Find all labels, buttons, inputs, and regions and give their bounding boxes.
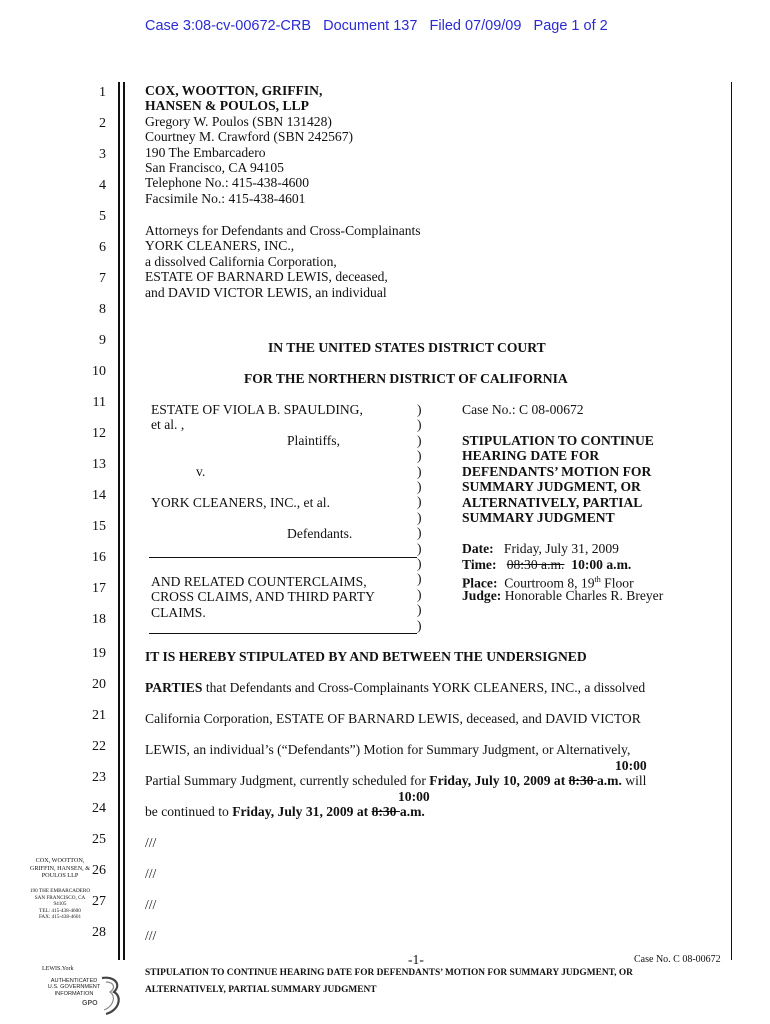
related-claims xyxy=(151,574,375,620)
sidebar-address-line: 190 THE EMBARCADERO xyxy=(29,888,91,894)
footer-title-line1: STIPULATION TO CONTINUE HEARING DATE FOR DEFENDANTS’ MOTION FOR SUMMARY JUDGMENT, OR xyxy=(145,968,633,978)
line20-rest: that Defendants and Cross-Complainants YORK CLEANERS, INC., a dissolved xyxy=(202,680,646,695)
paren: ) xyxy=(417,494,422,510)
time-value: 10:00 a.m. xyxy=(571,557,632,572)
line-number: 22 xyxy=(92,739,106,754)
gpo-line: U.S. GOVERNMENT xyxy=(47,984,101,991)
gpo-line: INFORMATION xyxy=(54,990,94,997)
sidebar-address-line: 94105 xyxy=(53,901,67,908)
gpo-line: AUTHENTICATED xyxy=(50,978,98,984)
line-number: 24 xyxy=(92,801,106,816)
time-label: Time: xyxy=(462,557,497,572)
paren: ) xyxy=(417,417,422,433)
attorneys-for-line: ESTATE OF BARNARD LEWIS, deceased, xyxy=(145,269,388,285)
related-line: AND RELATED COUNTERCLAIMS, xyxy=(151,574,367,589)
line-number: 11 xyxy=(92,395,106,410)
body-line-22: LEWIS, an individual’s (“Defendants”) Motion for Summary Judgment, or Alternatively, xyxy=(145,742,631,757)
footer-title-line2: ALTERNATIVELY, PARTIAL SUMMARY JUDGMENT xyxy=(145,985,377,995)
firm-name-line1: COX, WOOTTON, GRIFFIN, xyxy=(145,83,323,98)
place-suffix: Floor xyxy=(600,575,634,591)
date-value: Friday, July 31, 2009 xyxy=(503,541,619,556)
attorneys-for-line: Attorneys for Defendants and Cross-Complainants xyxy=(145,223,421,238)
gpo-mark: GPO xyxy=(82,1000,98,1007)
right-margin-rule xyxy=(731,82,732,960)
attorneys-for-line: and DAVID VICTOR LEWIS, an individual xyxy=(145,284,387,300)
sidebar-address-line: FAX: 415-438-4601 xyxy=(38,914,82,921)
line23-bold: Friday, July 10, 2009 at xyxy=(429,773,569,788)
title-line: STIPULATION TO CONTINUE xyxy=(462,433,654,448)
defendants-label: Defendants. xyxy=(287,526,353,541)
sidebar-address-line: TEL: 415-438-4600 xyxy=(39,907,81,914)
line-number: 12 xyxy=(92,426,106,441)
plaintiff-name: ESTATE OF VIOLA B. SPAULDING, xyxy=(151,402,363,417)
paren: ) xyxy=(417,602,422,618)
case-number: Case No.: C 08-00672 xyxy=(462,402,584,417)
court-name: IN THE UNITED STATES DISTRICT COURT xyxy=(268,340,546,355)
gpo-text xyxy=(44,978,104,997)
body-line-21: California Corporation, ESTATE OF BARNARD LEWIS, deceased, and DAVID VICTOR xyxy=(145,711,641,726)
slash-marker: /// xyxy=(145,835,157,850)
date-label: Date: xyxy=(462,541,494,556)
attorney-line: Gregory W. Poulos (SBN 131428) xyxy=(145,113,332,129)
line-number: 20 xyxy=(92,677,106,692)
left-margin-rule-outer xyxy=(118,82,120,960)
sidebar-address xyxy=(24,888,96,921)
footer-case-number: Case No. C 08-00672 xyxy=(634,954,721,965)
line-number: 1 xyxy=(99,85,106,100)
attorney-line: Facsimile No.: 415-438-4601 xyxy=(145,190,306,206)
left-margin-rule-inner xyxy=(123,82,125,960)
paren: ) xyxy=(417,586,422,602)
attorney-line: San Francisco, CA 94105 xyxy=(145,160,284,176)
line-number: 23 xyxy=(92,770,106,785)
line23-bold2: a.m. xyxy=(596,773,622,788)
time-insert-1: 10:00 xyxy=(615,758,647,773)
title-line: SUMMARY JUDGMENT, OR xyxy=(462,479,641,495)
line-number: 26 xyxy=(92,863,106,878)
line-number: 13 xyxy=(92,457,106,472)
sidebar-address-line: SAN FRANCISCO, CA xyxy=(34,894,86,901)
case-header xyxy=(145,18,608,34)
body-line-20 xyxy=(145,680,645,695)
line-number: 9 xyxy=(99,333,106,348)
sidebar-firm xyxy=(24,857,96,880)
line-number: 19 xyxy=(92,646,106,661)
hearing-date xyxy=(462,541,619,556)
header-case-number: Case 3:08-cv-00672-CRB xyxy=(145,18,312,34)
paren: ) xyxy=(417,556,422,572)
hearing-time xyxy=(462,557,631,572)
sidebar-firm-line: POULOS LLP xyxy=(41,872,79,879)
line-number: 28 xyxy=(92,925,106,940)
line-number: 7 xyxy=(99,271,106,286)
paren: ) xyxy=(417,448,422,464)
gpo-authentication-seal xyxy=(44,974,132,1020)
caption-parens xyxy=(417,402,422,633)
line-number: 2 xyxy=(99,116,106,131)
line23-struck: 8:30 xyxy=(568,773,597,788)
line-number: 4 xyxy=(99,178,106,193)
paren: ) xyxy=(417,479,422,495)
hearing-judge xyxy=(462,588,663,603)
versus: v. xyxy=(196,464,206,479)
paren: ) xyxy=(417,432,422,448)
attorney-line: Telephone No.: 415-438-4600 xyxy=(145,175,310,191)
line-number: 16 xyxy=(92,550,106,565)
slash-marker: /// xyxy=(145,897,157,912)
plaintiffs-label: Plaintiffs, xyxy=(287,433,340,448)
body-line-19: IT IS HEREBY STIPULATED BY AND BETWEEN THE UNDERSIGNED xyxy=(145,649,587,664)
attorneys-for-line: a dissolved California Corporation, xyxy=(145,253,337,269)
line24-struck: 8:30 xyxy=(371,804,400,819)
place-value: Courtroom 8, 19 xyxy=(504,575,595,591)
attorneys-for-block xyxy=(145,223,421,300)
line-number: 10 xyxy=(92,364,106,379)
line-number: 6 xyxy=(99,240,106,255)
sidebar-firm-line: COX, WOOTTON, xyxy=(35,857,85,864)
document-title xyxy=(462,433,654,525)
line-number: 25 xyxy=(92,832,106,847)
line-number: 15 xyxy=(92,519,106,534)
title-line: SUMMARY JUDGMENT xyxy=(462,510,615,526)
line24-bold2: a.m. xyxy=(399,804,425,819)
caption-rule xyxy=(149,557,417,558)
attorneys-for-line: YORK CLEANERS, INC., xyxy=(145,238,295,254)
title-line: HEARING DATE FOR xyxy=(462,448,600,464)
title-line: DEFENDANTS’ MOTION FOR xyxy=(462,463,652,479)
firm-name-line2: HANSEN & POULOS, LLP xyxy=(145,98,309,114)
paren: ) xyxy=(417,525,422,541)
page-number: -1- xyxy=(408,952,424,967)
parties-bold: PARTIES xyxy=(145,680,203,695)
header-filed: Filed 07/09/09 xyxy=(429,18,522,34)
related-line: CLAIMS. xyxy=(151,604,206,620)
paren: ) xyxy=(417,617,422,633)
line23-post: will xyxy=(621,773,647,788)
attorney-line: 190 The Embarcadero xyxy=(145,144,266,160)
related-line: CROSS CLAIMS, AND THIRD PARTY xyxy=(151,589,375,605)
body-line-24 xyxy=(145,804,425,819)
time-struck: 08:30 a.m. xyxy=(506,557,565,572)
line24-pre: be continued to xyxy=(145,804,233,819)
line23-pre: Partial Summary Judgment, currently scheduled for xyxy=(145,773,430,788)
paren: ) xyxy=(417,571,422,587)
eagle-icon xyxy=(96,974,126,1018)
body-line-23 xyxy=(145,773,646,788)
plaintiff-etal: et al. , xyxy=(151,417,185,432)
doc-id: LEWIS.York xyxy=(42,966,74,972)
line-number: 3 xyxy=(99,147,106,162)
place-sup: th xyxy=(594,575,601,584)
slash-marker: /// xyxy=(145,928,157,943)
caption-rule-bottom xyxy=(149,633,417,634)
line-number: 18 xyxy=(92,612,106,627)
line-number: 17 xyxy=(92,581,106,596)
header-document: Document 137 xyxy=(323,18,418,34)
line-number: 27 xyxy=(92,894,106,909)
defendant-name: YORK CLEANERS, INC., et al. xyxy=(151,495,330,510)
header-page: Page 1 of 2 xyxy=(533,18,608,34)
judge-label: Judge: xyxy=(462,588,502,603)
line-number: 21 xyxy=(92,708,106,723)
paren: ) xyxy=(417,463,422,479)
paren: ) xyxy=(417,402,422,417)
line-number: 14 xyxy=(92,488,106,503)
sidebar-firm-line: GRIFFIN, HANSEN, & xyxy=(29,864,91,872)
line-number: 5 xyxy=(99,209,106,224)
time-insert-2: 10:00 xyxy=(398,789,430,804)
line24-bold: Friday, July 31, 2009 at xyxy=(232,804,372,819)
judge-value: Honorable Charles R. Breyer xyxy=(504,588,664,603)
title-line: ALTERNATIVELY, PARTIAL xyxy=(462,494,643,510)
attorney-line: Courtney M. Crawford (SBN 242567) xyxy=(145,129,354,145)
paren: ) xyxy=(417,509,422,525)
place-label: Place: xyxy=(462,575,498,591)
slash-marker: /// xyxy=(145,866,157,881)
paren: ) xyxy=(417,540,422,556)
line-number: 8 xyxy=(99,302,106,317)
attorney-block xyxy=(145,83,353,206)
court-district: FOR THE NORTHERN DISTRICT OF CALIFORNIA xyxy=(244,371,568,386)
